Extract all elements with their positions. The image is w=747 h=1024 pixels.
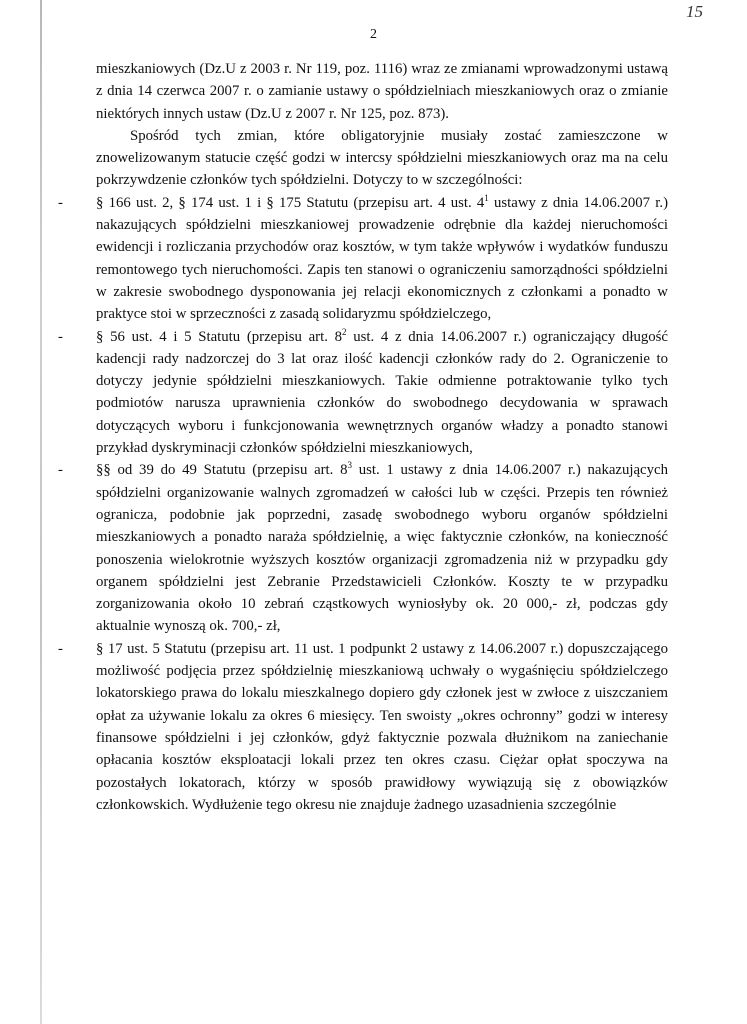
item-text-rest: ust. 1 ustawy z dnia 14.06.2007 r.) nakazujących spółdzielni organizowanie walnych zgromadzeń w całości lub w części. Przepis ten również ogranicza, podobnie jak poprzedni, zasadę swobodnego wyboru organów spółdzielni mieszkaniowych a ponadto naraża spółdzielnię, a więc faktycznie członków, na konieczność ponoszenia wielokrotnie wyższych kosztów organizacji zgromadzenia niż w przypadku gdy organem spółdzielni jest Zebranie Przedstawicieli Członków. Koszty te w przypadku zorganizowania około 10 zebrań cząstkowych wyniosłyby ok. 20 000,- zł, podczas gdy aktualnie wynoszą ok. 700,- zł,	[96, 462, 668, 635]
list-item	[58, 192, 668, 326]
list-dash: -	[58, 640, 63, 657]
item-text-rest: ust. 4 z dnia 14.06.2007 r.) ograniczający długość kadencji rady nadzorczej do 3 lat oraz ilość kadencji członków rady do 2. Ograniczenie to dotyczy jedynie spółdzielni mieszkaniowych. Takie odmienne potraktowanie tylko tych podmiotów narusza uprawnienia członków do swobodnego decydowania w sprawach dotyczących wyboru i funkcjonowania wewnętrznych organów władzy a ponadto stanowi przykład dyskryminacji członków spółdzielni mieszkaniowych,	[96, 328, 668, 457]
lead-paragraph: Spośród tych zmian, które obligatoryjnie musiały zostać zamieszczone w znowelizowanym statucie część godzi w intercsy spółdzielni mieszkaniowych oraz ma na celu pokrzywdzenie członków tych spółdzielni. Dotyczy to w szczególności:	[96, 127, 668, 189]
superscript: 1	[484, 192, 489, 203]
item-text-rest: ustawy z dnia 14.06.2007 r.) nakazujących spółdzielni mieszkaniowej prowadzenie odrębnie dla każdej nieruchomości ewidencji i rozliczania przychodów oraz kosztów, w tym także wpływów i wydatków funduszu remontowego tych nieruchomości. Zapis ten stanowi o ograniczeniu samorządności spółdzielni w zakresie swobodnego dysponowania jej relacji ekonomicznych z członkami a ponadto w praktyce stoi w sprzeczności z zasadą solidaryzmu spółdzielczego,	[96, 194, 668, 323]
page-number: 2	[370, 27, 377, 42]
item-text-start: §§ od 39 do 49 Statutu (przepisu art. 8	[96, 462, 348, 479]
list-dash: -	[58, 462, 63, 479]
scan-binding-edge	[40, 0, 42, 1024]
provisions-list	[58, 192, 668, 816]
handwritten-page-mark: 15	[686, 2, 703, 21]
body-text	[58, 58, 668, 816]
list-dash: -	[58, 328, 63, 345]
list-item	[58, 326, 668, 460]
list-item	[58, 638, 668, 816]
item-text-start: § 17 ust. 5 Statutu (przepisu art. 11 ust. 1 podpunkt 2 ustawy z 14.06.2007 r.) dopuszczającego możliwość podjęcia przez spółdzielnię mieszkaniową uchwały o wygaśnięciu spółdzielczego lokatorskiego prawa do lokalu mieszkalnego dopiero gdy członek jest w zwłoce z uiszczaniem opłat za używanie lokalu za okres 6 miesięcy. Ten swoisty „okres ochronny” godzi w interesy finansowe spółdzielni i jej członków, gdyż faktycznie pozwala dłużnikom na zaniechanie opłacania kosztów eksploatacji lokali przez ten okres czasu. Ciężar opłat spoczywa na pozostałych lokatorach, którzy w sposób prawidłowy wywiązują się z obowiązków członkowskich. Wydłużenie tego okresu nie znajduje żadnego uzasadnienia szczególnie	[96, 640, 668, 813]
superscript: 2	[342, 326, 347, 337]
list-item	[58, 459, 668, 637]
list-dash: -	[58, 194, 63, 211]
item-text-start: § 56 ust. 4 i 5 Statutu (przepisu art. 8	[96, 328, 343, 345]
item-text-start: § 166 ust. 2, § 174 ust. 1 i § 175 Statutu (przepisu art. 4 ust. 4	[96, 194, 485, 211]
superscript: 3	[347, 460, 352, 471]
intro-paragraph: mieszkaniowych (Dz.U z 2003 r. Nr 119, poz. 1116) wraz ze zmianami wprowadzonymi ustawą z dnia 14 czerwca 2007 r. o zamianie ustawy o spółdzielniach mieszkaniowych oraz o zmianie niektórych innych ustaw (Dz.U z 2007 r. Nr 125, poz. 873).	[96, 61, 668, 122]
